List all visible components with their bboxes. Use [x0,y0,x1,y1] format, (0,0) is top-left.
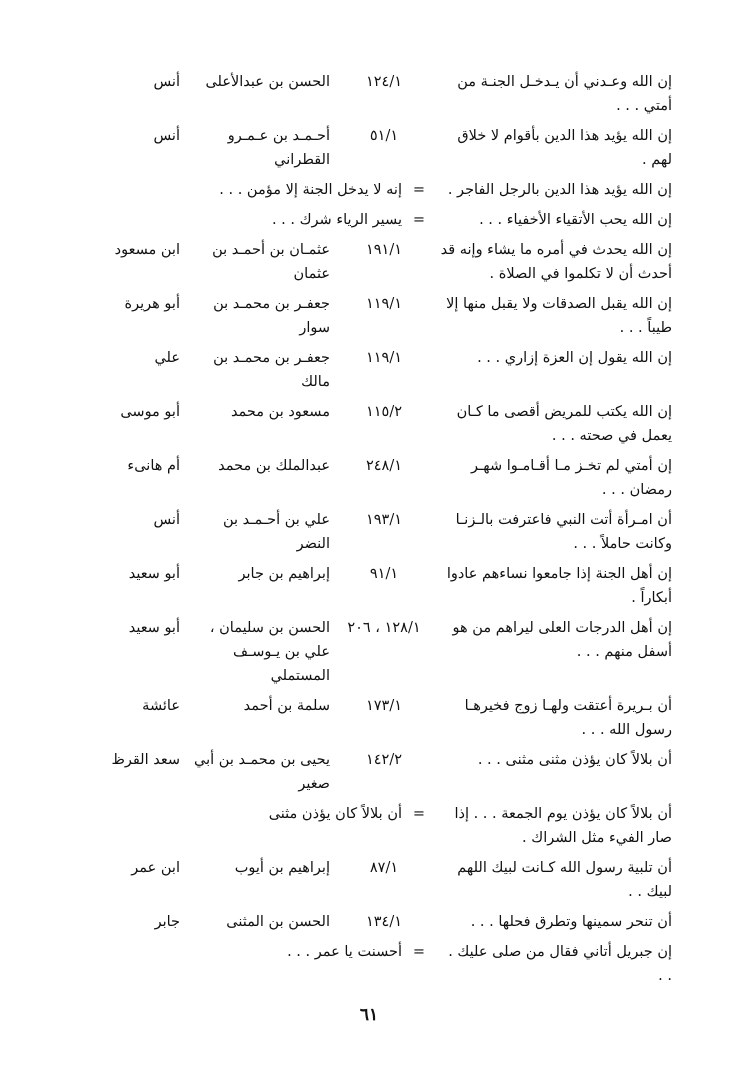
equals-sign: = [412,182,426,198]
companion-name: جابر [154,914,180,930]
volume-page-reference: ١٣٤/١ [365,914,403,930]
narrator-name: علي بن أحـمـد بن النضر [223,512,330,552]
hadith-index-list [60,70,672,994]
hadith-text: إن الله يؤيد هذا الدين بأقوام لا خلاق لهم . [457,128,672,168]
index-entry [60,238,672,286]
index-entry [60,400,672,448]
companion-name: أبو سعيد [128,566,180,582]
equals-sign: = [412,212,426,228]
index-entry [60,940,672,988]
volume-page-reference: ٩١/١ [369,566,399,582]
cross-reference [60,208,434,232]
companion-name: ابن مسعود [114,242,180,258]
cross-reference-text: يسير الرياء شرك . . . [271,212,402,228]
index-entry [60,910,672,934]
cross-reference [60,178,434,202]
narrator-name: مسعود بن محمد [230,404,330,420]
volume-page-reference: ١٩٣/١ [365,512,403,528]
narrator-name: إبراهيم بن أيوب [234,860,330,876]
index-entry [60,178,672,202]
companion-name: أم هانىء [127,458,180,474]
narrator-name: الحسن بن عبدالأعلى [205,74,330,90]
hadith-text: إن الله يحدث في أمره ما يشاء وإنه قد أحدث أن لا تكلموا في الصلاة . [440,242,672,282]
hadith-text: أن تلبية رسول الله كـانت لبيك اللهم لبيك . . [457,860,672,900]
volume-page-reference: ١١٥/٢ [365,404,403,420]
hadith-text: إن أمتي لم تخـز مـا أقـامـوا شهـر رمضان . . . [471,458,672,498]
companion-name: علي [154,350,180,366]
index-entry [60,508,672,556]
volume-page-reference: ٥١/١ [369,128,399,144]
companion-name: أبو هريرة [124,296,180,312]
volume-page-reference: ١٢٤/١ [365,74,403,90]
volume-page-reference: ١٩١/١ [365,242,403,258]
hadith-text: أن بـريرة أعتقت ولهـا زوج فخيرهـا رسول الله . . . [464,698,672,738]
hadith-text: إن الله يقول إن العزة إزاري . . . [477,350,672,366]
volume-page-reference: ١١٩/١ [365,296,403,312]
volume-page-reference: ١٧٣/١ [365,698,403,714]
narrator-name: الحسن بن سليمان ، علي بن يـوسـف المستملي [209,620,330,684]
companion-name: أنس [153,512,180,528]
cross-reference-text: أحسنت يا عمر . . . [287,944,402,960]
hadith-text: إن أهل الجنة إذا جامعوا نساءهم عادوا أبكاراً . [446,566,672,606]
cross-reference [60,802,434,850]
index-entry [60,856,672,904]
narrator-name: أحـمـد بن عـمـرو القطراني [227,128,330,168]
hadith-text: أن امـرأة أتت النبي فاعترفت بالـزنـا وكانت حاملاً . . . [455,512,672,552]
narrator-name: يحيى بن محمـد بن أبي صغير [194,752,330,792]
cross-reference [60,940,434,988]
index-entry [60,454,672,502]
hadith-text: إن الله يكتب للمريض أقصى ما كـان يعمل في صحته . . . [456,404,672,444]
volume-page-reference: ٢٤٨/١ [365,458,403,474]
hadith-text: أن تنحر سمينها وتطرق فحلها . . . [470,914,672,930]
volume-page-reference: ١١٩/١ [365,350,403,366]
volume-page-reference: ١٤٢/٢ [365,752,403,768]
index-entry [60,562,672,610]
volume-page-reference: ٨٧/١ [369,860,399,876]
page-number: ٦١ [359,1005,379,1025]
companion-name: عائشة [142,698,180,714]
narrator-name: سلمة بن أحمد [243,698,330,714]
index-entry [60,346,672,394]
index-entry [60,70,672,118]
cross-reference-text: أن بلالاً كان يؤذن مثنى [268,806,402,822]
narrator-name: الحسن بن المثنى [226,914,330,930]
companion-name: أنس [153,74,180,90]
hadith-text: إن جبريل أتاني فقال من صلى عليك . . . [448,944,672,984]
index-entry [60,292,672,340]
hadith-text: إن أهل الدرجات العلى ليراهم من هو أسفل منهم . . . [452,620,672,660]
narrator-name: عثمـان بن أحمـد بن عثمان [212,242,330,282]
narrator-name: عبدالملك بن محمد [218,458,330,474]
narrator-name: جعفـر بن محمـد بن مالك [213,350,330,390]
companion-name: ابن عمر [131,860,180,876]
companion-name: أبو سعيد [128,620,180,636]
hadith-text: إن الله وعـدني أن يـدخـل الجنـة من أمتي . . . [457,74,672,114]
index-entry [60,694,672,742]
index-entry [60,802,672,850]
index-entry [60,208,672,232]
hadith-text: أن بلالاً كان يؤذن يوم الجمعة . . . إذا صار الفيء مثل الشراك . [454,806,672,846]
cross-reference-text: إنه لا يدخل الجنة إلا مؤمن . . . [219,182,402,198]
narrator-name: إبراهيم بن جابر [238,566,330,582]
index-entry [60,124,672,172]
hadith-text: إن الله يؤيد هذا الدين بالرجل الفاجر . [447,182,672,198]
companion-name: سعد القرظ [111,752,180,768]
index-entry [60,616,672,688]
narrator-name: جعفـر بن محمـد بن سوار [213,296,330,336]
hadith-text: إن الله يقبل الصدقات ولا يقبل منها إلا طيباً . . . [446,296,672,336]
volume-page-reference: ١٢٨/١ ، ٢٠٦ [347,620,421,636]
hadith-text: إن الله يحب الأتقياء الأخفياء . . . [479,212,672,228]
hadith-text: أن بلالاً كان يؤذن مثنى مثنى . . . [477,752,672,768]
companion-name: أنس [153,128,180,144]
equals-sign: = [412,806,426,822]
index-entry [60,748,672,796]
equals-sign: = [412,944,426,960]
companion-name: أبو موسى [120,404,180,420]
